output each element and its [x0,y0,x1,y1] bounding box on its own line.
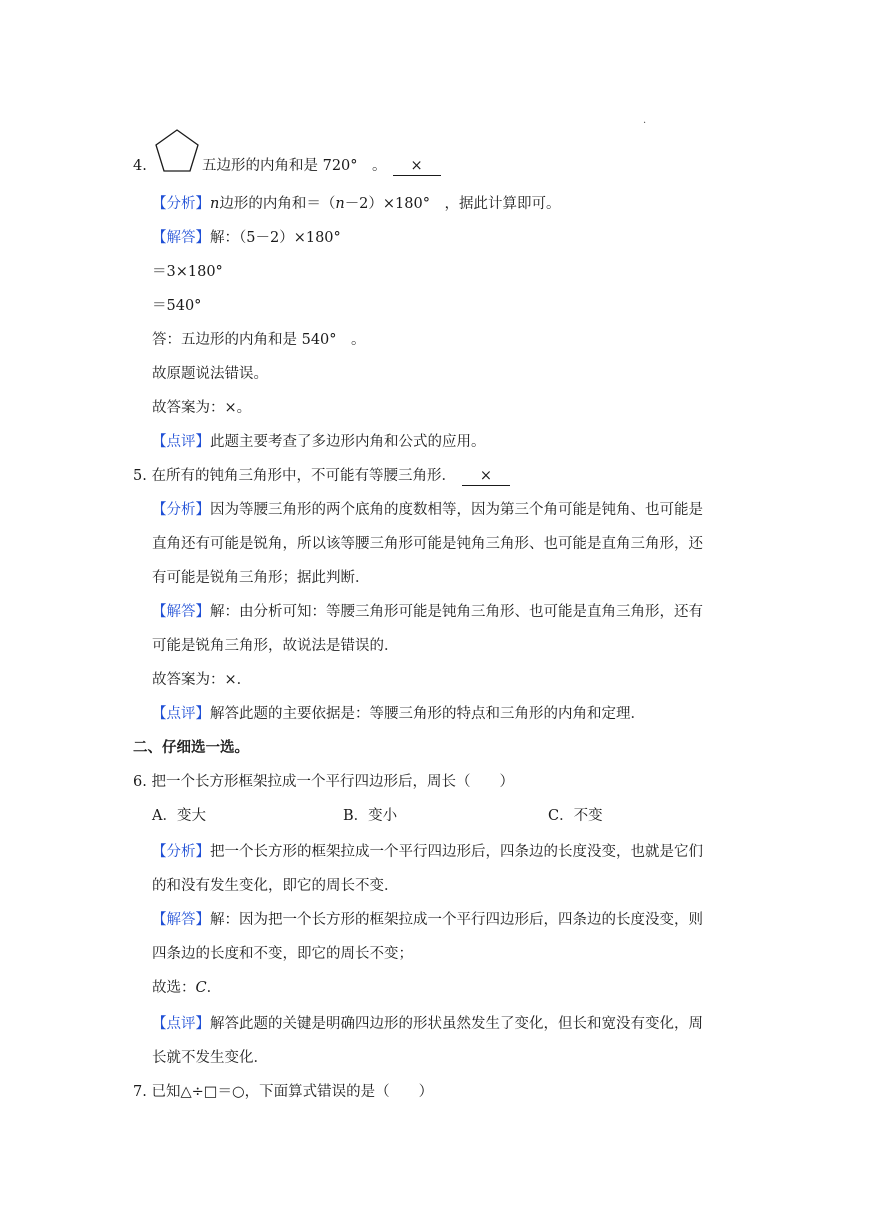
q6-solution-line-1 [152,910,703,930]
q6-number: 6. [133,774,147,790]
q7-stem-line [133,1082,433,1102]
q5-solution-1: 解：由分析可知：等腰三角形可能是钝角三角形、也可能是直角三角形，还有 [210,604,703,620]
q4-solution-5: 故原题说法错误。 [152,366,268,382]
q4-stem-line [202,156,441,176]
q6-solution-1: 解：因为把一个长方形的框架拉成一个平行四边形后，四条边的长度没变，则 [210,912,703,928]
q4-analysis-tag: 【分析】 [152,196,210,212]
q4-solution-2: ＝3×180° [152,264,223,280]
q5-stem-line [133,466,510,486]
q5-analysis-1: 因为等腰三角形的两个底角的度数相等，因为第三个角可能是钝角、也可能是 [210,502,703,518]
q5-analysis-2: 直角还有可能是锐角，所以该等腰三角形可能是钝角三角形、也可能是直角三角形，还 [152,536,703,552]
q6-solution-3-ans: C [195,980,207,996]
q4-solution-4: 答：五边形的内角和是 540° 。 [152,332,366,348]
q5-comment-tag: 【点评】 [152,706,210,722]
q6-comment-2: 长就不发生变化． [152,1050,268,1066]
q6-option-b: B．变小 [343,808,398,824]
q4-analysis-mid: 边形的内角和＝（ [219,196,336,212]
section-title: 二、仔细选一选。 [133,739,249,756]
page-mark: · [643,118,647,129]
q6-solution-3-post: ． [206,980,222,996]
q6-option-a: A．变大 [152,808,206,824]
q4-analysis-end: －2）×180° ，据此计算即可。 [344,196,561,212]
q6-solution-2: 四条边的长度和不变，即它的周长不变； [152,946,413,962]
q7-number: 7. [133,1084,147,1100]
q5-comment-line [152,704,645,724]
q4-comment-line [152,432,486,452]
q6-comment-1: 解答此题的关键是明确四边形的形状虽然发生了变化，但长和宽没有变化，周 [210,1016,703,1032]
q6-stem: 把一个长方形框架拉成一个平行四边形后，周长（ ） [151,774,514,790]
q6-analysis-tag: 【分析】 [152,844,210,860]
q6-analysis-line-1 [152,842,703,862]
q5-solution-2: 可能是锐角三角形，故说法是错误的． [152,638,399,654]
q4-solution-1-line [152,228,341,248]
q4-analysis-var2: n [335,196,345,212]
q5-number: 5. [133,468,147,484]
q6-solution-3-line [152,978,221,998]
q4-number: 4. [133,158,147,174]
q5-solution-tag: 【解答】 [152,604,210,620]
q6-stem-line [133,772,514,792]
q6-solution-3-pre: 故选： [152,980,196,996]
q6-solution-tag: 【解答】 [152,912,210,928]
q4-solution-tag: 【解答】 [152,230,210,246]
q5-analysis-3: 有可能是锐角三角形；据此判断． [152,570,370,586]
q6-option-c: C．不变 [548,808,603,824]
q5-stem: 在所有的钝角三角形中，不可能有等腰三角形． [151,468,456,484]
q6-analysis-1: 把一个长方形的框架拉成一个平行四边形后，四条边的长度没变，也就是它们 [210,844,703,860]
q4-comment: 此题主要考查了多边形内角和公式的应用。 [210,434,486,450]
q7-stem: 已知△÷□＝○，下面算式错误的是（ ） [151,1084,434,1100]
q4-solution-6: 故答案为：×。 [152,400,252,416]
q6-comment-tag: 【点评】 [152,1016,210,1032]
q4-analysis [152,194,561,214]
q5-analysis-line-1 [152,500,703,520]
q4-solution-3: ＝540° [152,298,202,314]
q4-answer-blank: × [393,157,441,176]
q5-comment: 解答此题的主要依据是：等腰三角形的特点和三角形的内角和定理． [210,706,645,722]
q4-solution-1: 解：（5－2）×180° [210,230,341,246]
q6-comment-line-1 [152,1014,703,1034]
q4-analysis-var: n [210,196,220,212]
q5-analysis-tag: 【分析】 [152,502,210,518]
pentagon-icon [153,127,201,175]
q5-solution-3: 故答案为：×． [152,672,252,688]
q6-analysis-2: 的和没有发生变化，即它的周长不变． [152,878,399,894]
q5-solution-line-1 [152,602,703,622]
q4-stem: 五边形的内角和是 720° 。 [202,158,387,174]
q5-answer-blank: × [462,467,510,486]
q4-comment-tag: 【点评】 [152,434,210,450]
